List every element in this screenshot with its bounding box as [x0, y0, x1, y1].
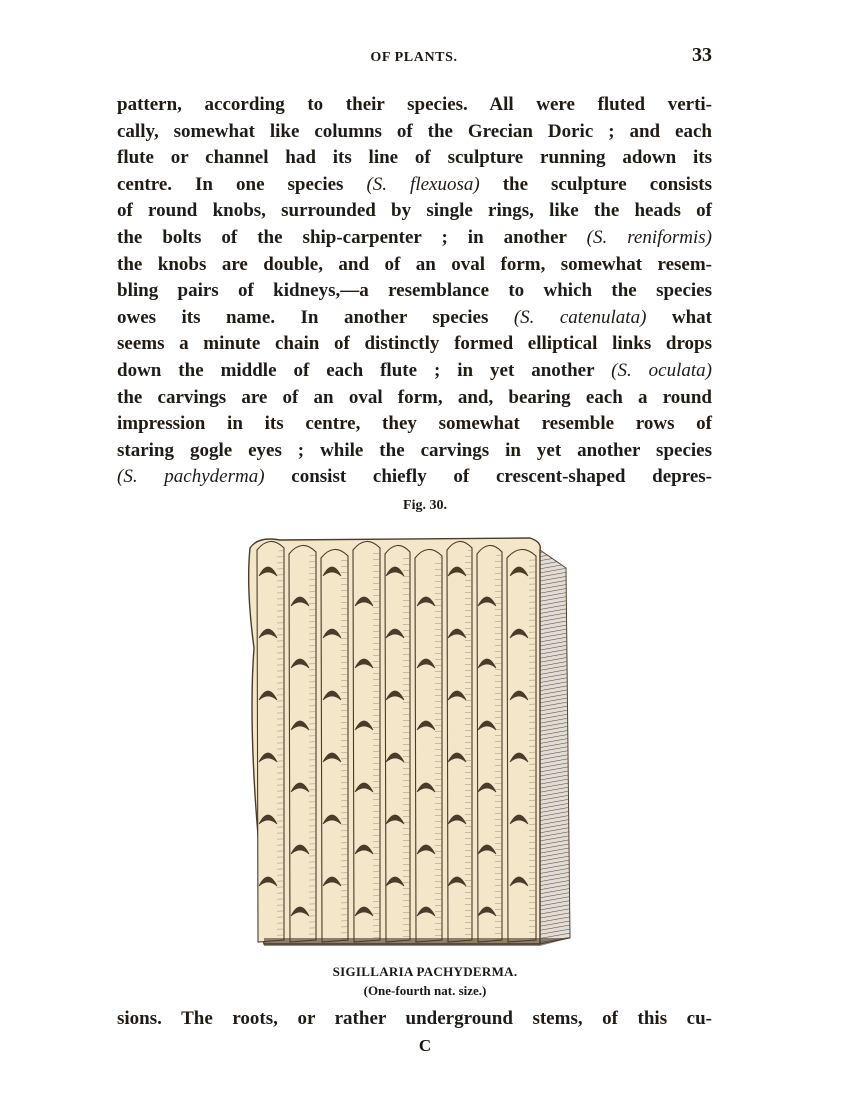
species-name: (S. flexuosa) — [366, 173, 480, 195]
flute-shadow — [277, 548, 284, 940]
text-line: the knobs are double, and of an oval form, somewhat resem- — [117, 253, 712, 275]
flute-shadow — [465, 548, 472, 940]
figure-caption — [0, 962, 850, 1000]
text-line: of round knobs, surrounded by single rings, like the heads of — [117, 200, 712, 222]
text-line: pattern, according to their species. All were fluted verti- — [117, 94, 712, 115]
text-line: bling pairs of kidneys,—a resemblance to which the sрecies — [117, 280, 712, 302]
text-line: owes its name. In another species (S. catenulata) what — [117, 306, 712, 328]
text-line: flute or channel had its line of sculpture running adown its — [117, 147, 712, 169]
species-name: (S. oculata) — [611, 359, 712, 381]
text-line: down the middle of each flute ; in yet another (S. oculata) — [117, 359, 712, 381]
species-name: (S. catenulata) — [513, 306, 647, 328]
caption-title: SIGILLARIA PACHYDERMA. — [332, 964, 518, 979]
text-line: impression in its centre, they somewhat resemble rows of — [117, 413, 712, 435]
text-line: cally, somewhat like columns of the Grecian Doric ; and each — [117, 120, 712, 142]
continuation-line: sions. The roots, or rather underground stems, of this cu- — [117, 1008, 712, 1029]
text-line: centre. In one species (S. flexuosa) the sculpture consists — [117, 173, 712, 195]
flute-shadow — [309, 552, 316, 940]
slab-edge-tint — [540, 550, 570, 944]
figure-label: Fig. 30. — [403, 498, 447, 513]
flute-shadow — [495, 552, 502, 940]
text-line: the carvings are of an oval form, and, bearing each a round — [117, 386, 712, 408]
caption-note: (One-fourth nat. size.) — [363, 983, 487, 998]
flute-shadow — [529, 556, 536, 940]
body-paragraph — [117, 92, 712, 491]
slab-base-shadow — [264, 938, 570, 946]
fossil-illustration — [240, 528, 580, 948]
flute-shadow — [373, 548, 380, 940]
text-line: seems a minute chain of distinctly formed elliptical links drops — [117, 333, 712, 355]
flute-shadow — [435, 556, 442, 940]
text-line: (S. pachyderma) consist chiefly of crescent-shaped depres- — [117, 466, 712, 488]
species-name: (S. pachyderma) — [117, 466, 265, 488]
running-head: OF PLANTS. — [370, 50, 458, 65]
flute-shadow — [341, 556, 348, 940]
sigillaria-bark-drawing — [240, 528, 580, 948]
page-header — [116, 44, 712, 70]
text-line: staring gogle eyes ; while the carvings in yet another species — [117, 439, 712, 461]
flute-shadow — [403, 552, 410, 940]
page-number: 33 — [692, 44, 712, 66]
species-name: (S. reniformis) — [586, 226, 712, 248]
text-line: the bolts of the ship-carpenter ; in another (S. reniformis) — [117, 226, 712, 248]
signature-mark: C — [418, 1036, 432, 1055]
